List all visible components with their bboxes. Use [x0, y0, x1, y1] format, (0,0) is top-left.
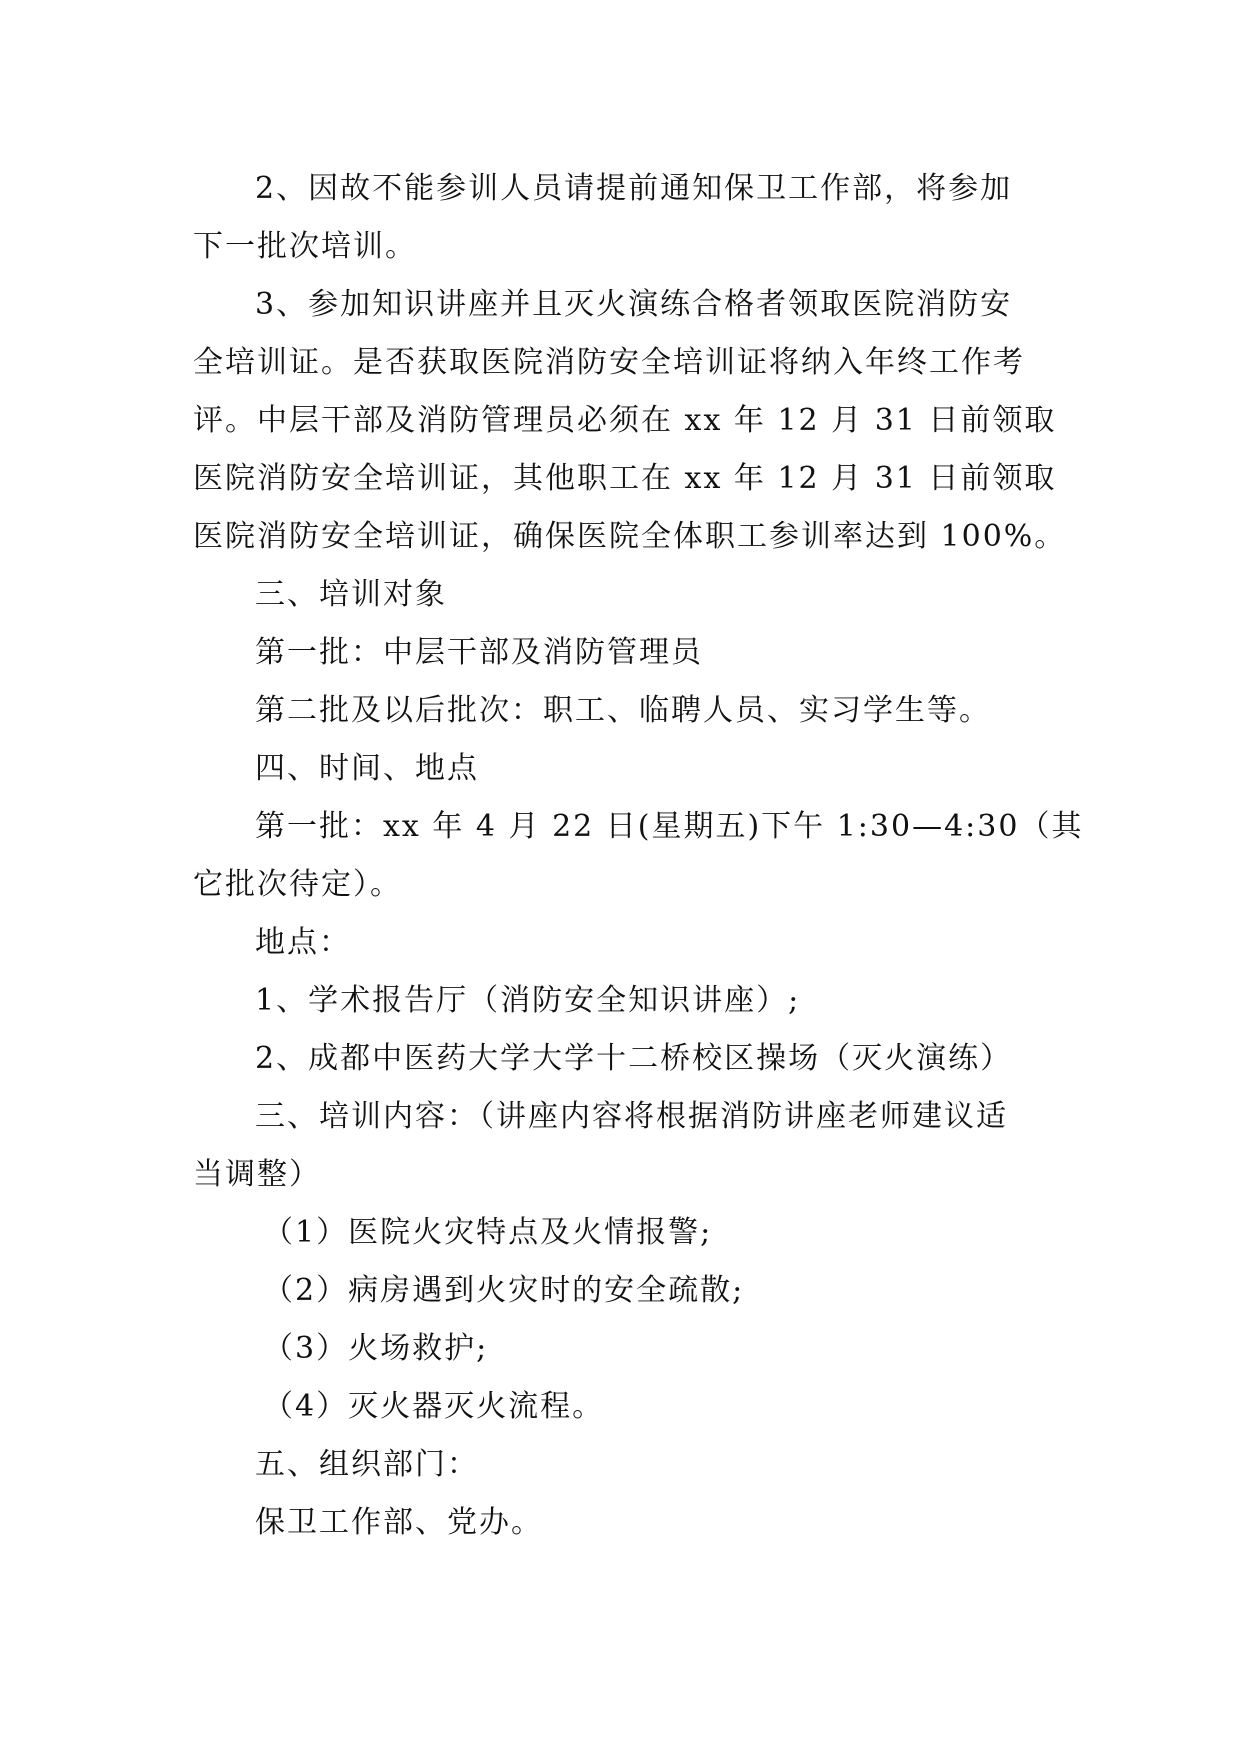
paragraph-line: 全培训证。是否获取医院消防安全培训证将纳入年终工作考 [193, 345, 1025, 380]
list-item: （1）医院火灾特点及火情报警; [263, 1215, 713, 1250]
paragraph-line: 地点： [255, 925, 351, 960]
section-heading-training-content: 三、培训内容：（讲座内容将根据消防讲座老师建议适 [255, 1099, 1008, 1134]
paragraph-line: 2、因故不能参训人员请提前通知保卫工作部，将参加 [255, 171, 1013, 206]
paragraph-line: 第二批及以后批次：职工、临聘人员、实习学生等。 [255, 693, 991, 728]
paragraph-line: 2、成都中医药大学大学十二桥校区操场（灭火演练） [255, 1041, 1013, 1076]
section-heading-organizer: 五、组织部门： [255, 1447, 479, 1482]
list-item: （2）病房遇到火灾时的安全疏散; [263, 1273, 745, 1308]
paragraph-line: 评。中层干部及消防管理员必须在 xx 年 12 月 31 日前领取 [193, 403, 1057, 438]
paragraph-line: 3、参加知识讲座并且灭火演练合格者领取医院消防安 [255, 287, 1013, 322]
paragraph-line: 它批次待定）。 [193, 867, 402, 902]
paragraph-line: 当调整） [193, 1157, 321, 1192]
document-body [193, 160, 1084, 1552]
list-item: （4）灭火器灭火流程。 [263, 1389, 605, 1424]
paragraph-line: 第一批：中层干部及消防管理员 [255, 635, 703, 670]
list-item: （3）火场救护; [263, 1331, 489, 1366]
section-heading-training-target: 三、培训对象 [255, 577, 447, 612]
paragraph-line: 医院消防安全培训证，其他职工在 xx 年 12 月 31 日前领取 [193, 461, 1057, 496]
paragraph-line: 医院消防安全培训证，确保医院全体职工参训率达到 100%。 [193, 519, 1067, 554]
paragraph-line: 保卫工作部、党办。 [255, 1505, 543, 1540]
section-heading-time-place: 四、时间、地点 [255, 751, 479, 786]
paragraph-line: 下一批次培训。 [193, 229, 417, 264]
paragraph-line: 1、学术报告厅（消防安全知识讲座）; [255, 983, 801, 1018]
paragraph-line: 第一批：xx 年 4 月 22 日(星期五)下午 1:30—4:30（其 [255, 809, 1084, 844]
